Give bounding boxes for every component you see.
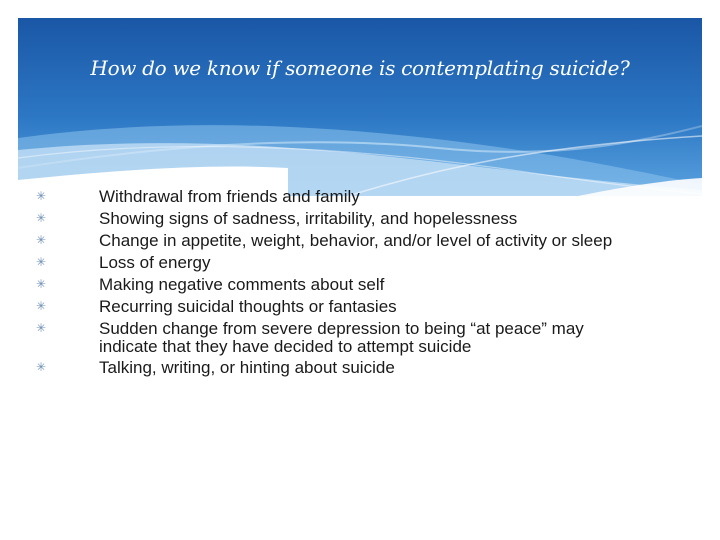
slide-title: How do we know if someone is contemplating suicide? (90, 56, 630, 80)
asterisk-icon: ✳ (36, 210, 47, 225)
bullet-text: Recurring suicidal thoughts or fantasies (99, 296, 397, 316)
list-item (36, 254, 646, 272)
bullet-text: Making negative comments about self (99, 274, 385, 294)
list-item (36, 359, 646, 377)
bullet-text: Sudden change from severe depression to being “at peace” may indicate that they have decided to attempt suicide (99, 318, 584, 356)
asterisk-icon: ✳ (36, 232, 47, 247)
list-item (36, 320, 646, 355)
bullet-list (36, 188, 646, 381)
bullet-text: Withdrawal from friends and family (99, 187, 360, 206)
asterisk-icon: ✳ (36, 189, 47, 203)
title-banner (18, 18, 702, 196)
banner-background (18, 18, 702, 196)
bullet-text: Change in appetite, weight, behavior, and/or level of activity or sleep (99, 230, 613, 250)
asterisk-icon: ✳ (36, 360, 47, 375)
asterisk-icon: ✳ (36, 254, 47, 269)
list-item (36, 210, 646, 228)
asterisk-icon: ✳ (36, 320, 47, 335)
asterisk-icon: ✳ (36, 276, 47, 291)
asterisk-icon: ✳ (36, 298, 47, 313)
list-item (36, 298, 646, 316)
list-item (36, 276, 646, 294)
bullet-text: Talking, writing, or hinting about suicide (99, 358, 395, 378)
list-item (36, 188, 646, 206)
bullet-text: Showing signs of sadness, irritability, and hopelessness (99, 208, 518, 228)
list-item (36, 232, 646, 250)
bullet-text: Loss of energy (99, 252, 211, 272)
